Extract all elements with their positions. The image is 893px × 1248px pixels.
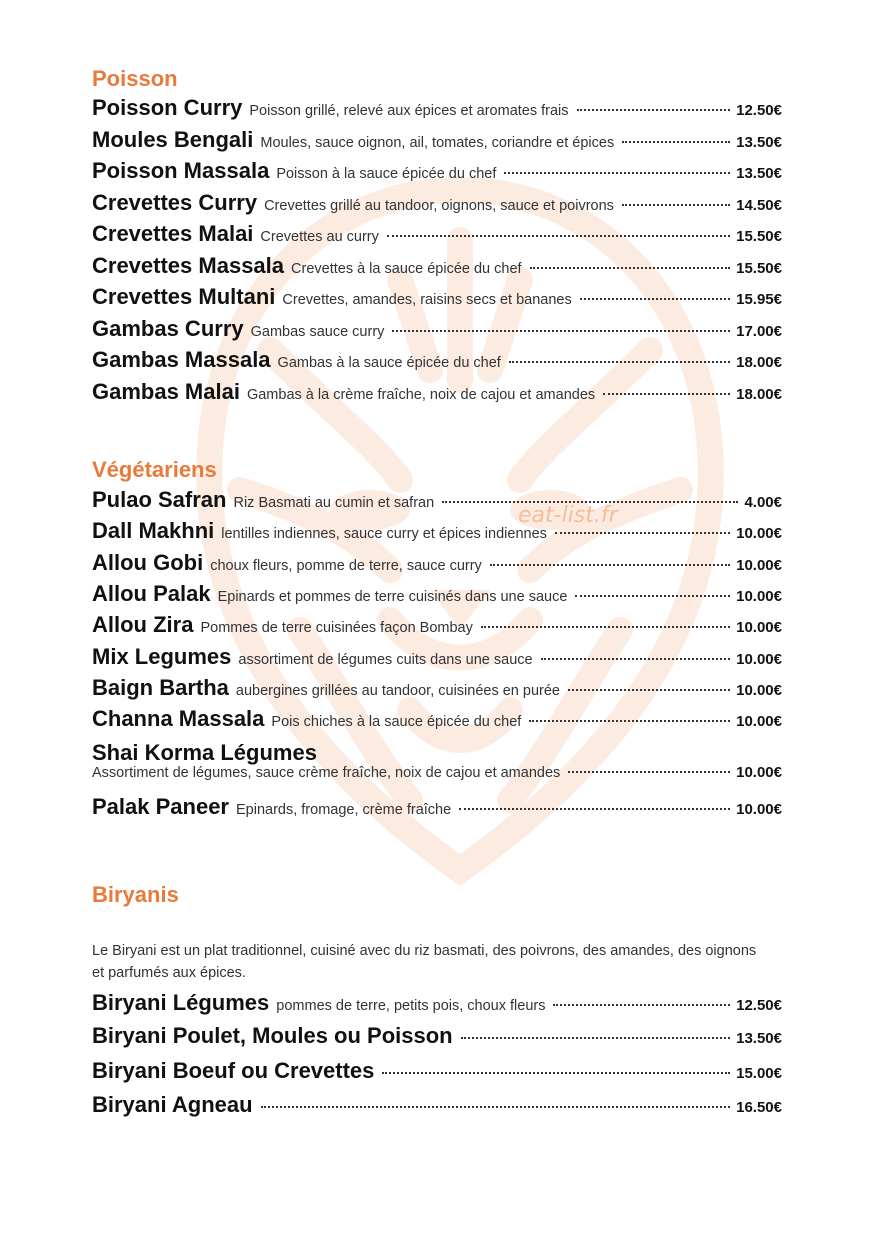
dish-name: Crevettes Massala: [92, 253, 285, 278]
dish-name: Baign Bartha: [92, 675, 229, 700]
dot-leader: [622, 204, 730, 206]
menu-item: [92, 253, 782, 283]
dish-price: 12.50€: [736, 997, 782, 1014]
dish-name: Palak Paneer: [92, 794, 229, 819]
dish-price: 14.50€: [736, 197, 782, 214]
dish-price: 15.50€: [736, 260, 782, 277]
dish-name: Biryani Légumes: [92, 990, 270, 1015]
dot-leader: [461, 1037, 731, 1039]
dish-price: 13.50€: [736, 165, 782, 182]
menu-item: [92, 487, 782, 517]
dot-leader: [541, 658, 731, 660]
dish-price: 13.50€: [736, 134, 782, 151]
dot-leader: [622, 141, 730, 143]
dot-leader: [387, 235, 730, 237]
dish-description: Pommes de terre cuisinées façon Bombay: [200, 620, 473, 636]
dot-leader: [580, 298, 730, 300]
dish-price: 18.00€: [736, 354, 782, 371]
section-title-vegetariens: Végétariens: [92, 457, 217, 482]
dish-description: Pois chiches à la sauce épicée du chef: [271, 714, 522, 730]
dot-leader: [529, 720, 730, 722]
dish-description: Poisson grillé, relevé aux épices et aromates frais: [249, 103, 569, 119]
dish-description: Crevettes au curry: [260, 229, 379, 245]
dish-price: 10.00€: [736, 525, 782, 542]
dish-price: 13.50€: [736, 1030, 782, 1047]
dish-description: Poisson à la sauce épicée du chef: [276, 166, 497, 182]
dish-description: Gambas sauce curry: [250, 324, 385, 340]
dot-leader: [568, 771, 730, 773]
menu-item: [92, 347, 782, 377]
menu-item: [92, 1023, 782, 1053]
dish-price: 10.00€: [736, 764, 782, 781]
dish-description: pommes de terre, petits pois, choux fleurs: [276, 998, 546, 1014]
dot-leader: [509, 361, 730, 363]
dish-price: 15.50€: [736, 228, 782, 245]
menu-item: [92, 379, 782, 409]
dish-description: Epinards, fromage, crème fraîche: [235, 802, 452, 818]
dish-price: 10.00€: [736, 557, 782, 574]
dish-name: Moules Bengali: [92, 127, 254, 152]
dish-price: 10.00€: [736, 588, 782, 605]
dot-leader: [504, 172, 730, 174]
dish-description: Riz Basmati au cumin et safran: [233, 495, 435, 511]
dish-description: Gambas à la sauce épicée du chef: [277, 355, 501, 371]
dish-name: Crevettes Multani: [92, 284, 276, 309]
dish-name: Shai Korma Légumes: [92, 740, 317, 765]
dish-name: Biryani Boeuf ou Crevettes: [92, 1058, 375, 1083]
dish-description: Epinards et pommes de terre cuisinés dans une sauce: [217, 589, 568, 605]
watermark-text: eat-list.fr: [518, 503, 618, 528]
menu-item: [92, 316, 782, 346]
menu-item: [92, 127, 782, 157]
menu-item: [92, 1058, 782, 1088]
dot-leader: [530, 267, 731, 269]
dish-name: Crevettes Curry: [92, 190, 258, 215]
menu-item: [92, 644, 782, 674]
dish-description: Crevettes à la sauce épicée du chef: [291, 261, 522, 277]
dish-name: Poisson Curry: [92, 95, 243, 120]
dot-leader: [555, 532, 730, 534]
dot-leader: [382, 1072, 730, 1074]
menu-item: [92, 221, 782, 251]
menu-item: [92, 675, 782, 705]
dish-name: Crevettes Malai: [92, 221, 254, 246]
dish-description: Moules, sauce oignon, ail, tomates, coriandre et épices: [260, 135, 615, 151]
dish-description: Gambas à la crème fraîche, noix de cajou et amandes: [246, 387, 596, 403]
dot-leader: [603, 393, 730, 395]
dot-leader: [392, 330, 730, 332]
dish-price: 10.00€: [736, 713, 782, 730]
dish-description: Assortiment de légumes, sauce crème fraîche, noix de cajou et amandes: [92, 765, 561, 781]
menu-item: [92, 550, 782, 580]
dish-description: aubergines grillées au tandoor, cuisinées en purée: [235, 683, 560, 699]
dish-description: Crevettes grillé au tandoor, oignons, sauce et poivrons: [264, 198, 614, 214]
dot-leader: [568, 689, 730, 691]
menu-item: [92, 158, 782, 188]
dish-price: 17.00€: [736, 323, 782, 340]
dish-name: Biryani Agneau: [92, 1092, 253, 1117]
section-title-biryanis: Biryanis: [92, 882, 179, 907]
dish-name: Allou Palak: [92, 581, 211, 606]
dish-description: assortiment de légumes cuits dans une sauce: [238, 652, 533, 668]
dish-name: Dall Makhni: [92, 518, 215, 543]
dot-leader: [575, 595, 730, 597]
dot-leader: [481, 626, 730, 628]
menu-item: [92, 284, 782, 314]
menu-item: [92, 612, 782, 642]
dish-price: 10.00€: [736, 651, 782, 668]
dish-description: lentilles indiennes, sauce curry et épices indiennes: [221, 526, 547, 542]
dish-name: Biryani Poulet, Moules ou Poisson: [92, 1023, 453, 1048]
dish-description: Crevettes, amandes, raisins secs et bananes: [282, 292, 572, 308]
dish-price: 12.50€: [736, 102, 782, 119]
menu-item: [92, 706, 782, 736]
dish-name: Gambas Malai: [92, 379, 240, 404]
dish-price: 15.95€: [736, 291, 782, 308]
menu-item-description-row: [92, 764, 782, 794]
menu-item: [92, 990, 782, 1020]
dot-leader: [553, 1004, 730, 1006]
dot-leader: [442, 501, 738, 503]
dot-leader: [577, 109, 731, 111]
menu-item: [92, 190, 782, 220]
section-title-poisson: Poisson: [92, 66, 178, 91]
dish-description: choux fleurs, pomme de terre, sauce curry: [210, 558, 482, 574]
dish-name: Channa Massala: [92, 706, 265, 731]
dish-name: Gambas Curry: [92, 316, 244, 341]
dish-price: 10.00€: [736, 801, 782, 818]
dish-name: Mix Legumes: [92, 644, 232, 669]
dish-price: 15.00€: [736, 1065, 782, 1082]
dish-name: Pulao Safran: [92, 487, 227, 512]
dish-price: 18.00€: [736, 386, 782, 403]
menu-item: [92, 1092, 782, 1122]
dish-price: 4.00€: [744, 494, 782, 511]
dot-leader: [261, 1106, 731, 1108]
dish-name: Allou Zira: [92, 612, 194, 637]
dot-leader: [490, 564, 730, 566]
dish-name: Poisson Massala: [92, 158, 270, 183]
menu-item: [92, 581, 782, 611]
dish-price: 10.00€: [736, 682, 782, 699]
menu-item: [92, 794, 782, 824]
menu-item: [92, 95, 782, 125]
menu-item: [92, 518, 782, 548]
dish-price: 16.50€: [736, 1099, 782, 1116]
dish-name: Gambas Massala: [92, 347, 271, 372]
section-intro: Le Biryani est un plat traditionnel, cuisiné avec du riz basmati, des poivrons, des amandes, des oignons et parfumés aux épices.: [92, 943, 757, 981]
dish-price: 10.00€: [736, 619, 782, 636]
dot-leader: [459, 808, 730, 810]
dish-name: Allou Gobi: [92, 550, 204, 575]
